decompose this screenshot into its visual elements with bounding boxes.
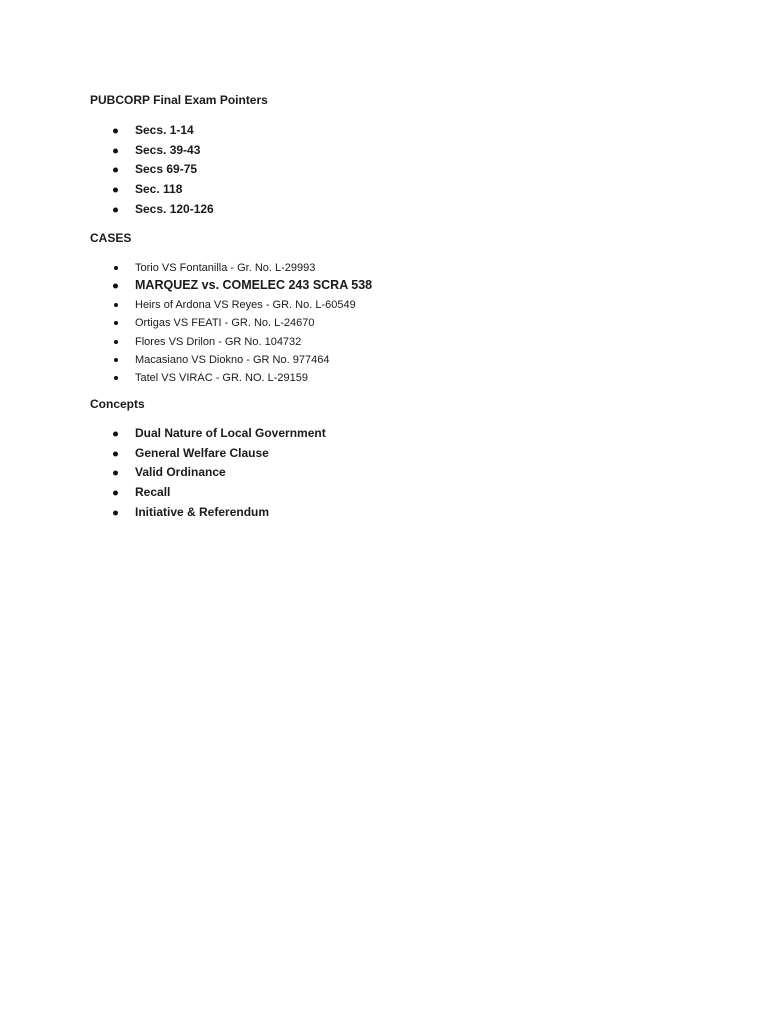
- list-item: [0, 503, 326, 523]
- list-item: [0, 180, 214, 200]
- document-title: PUBCORP Final Exam Pointers: [90, 93, 268, 107]
- bullet-icon: [113, 207, 118, 212]
- list-item: [0, 351, 372, 369]
- list-item-text: Secs. 1-14: [135, 123, 194, 137]
- list-item: [0, 200, 214, 220]
- bullet-icon: [114, 340, 118, 344]
- list-item: [0, 296, 372, 314]
- list-item: [0, 463, 326, 483]
- list-item-text: Torio VS Fontanilla - Gr. No. L-29993: [135, 262, 316, 274]
- list-item: [0, 483, 326, 503]
- list-item-text: Initiative & Referendum: [135, 504, 270, 519]
- bullet-icon: [113, 490, 118, 495]
- list-item-text: Secs. 120-126: [135, 201, 214, 216]
- list-item: [0, 369, 372, 387]
- list-item-text: Tatel VS VIRAC - GR. NO. L-29159: [135, 371, 309, 384]
- concepts-list: [0, 424, 326, 522]
- list-item: [0, 424, 326, 444]
- list-item-text: Sec. 118: [135, 182, 183, 197]
- list-item-text: Heirs of Ardona VS Reyes - GR. No. L-60549: [135, 299, 356, 312]
- list-item-text: Valid Ordinance: [135, 465, 226, 480]
- list-item: [0, 276, 372, 295]
- bullet-icon: [114, 303, 118, 307]
- list-item-text: Ortigas VS FEATI - GR. No. L-24670: [135, 317, 315, 330]
- list-item: [0, 121, 214, 141]
- list-item-text: Secs. 39-43: [135, 142, 201, 157]
- list-item: [0, 141, 214, 161]
- bullet-icon: [113, 148, 118, 153]
- list-item: [0, 259, 372, 277]
- bullet-icon: [113, 128, 118, 133]
- list-item: [0, 314, 372, 332]
- bullet-icon: [113, 471, 118, 476]
- cases-heading: CASES: [90, 231, 132, 245]
- bullet-icon: [114, 321, 118, 325]
- list-item-text: Dual Nature of Local Government: [135, 426, 326, 440]
- list-item-text: Macasiano VS Diokno - GR No. 977464: [135, 353, 330, 366]
- list-item: [0, 333, 372, 351]
- list-item-text: General Welfare Clause: [135, 445, 269, 460]
- bullet-icon: [114, 376, 118, 380]
- list-item-text: Secs 69-75: [135, 162, 198, 177]
- sections-list: [0, 121, 214, 219]
- list-item-text: Flores VS Drilon - GR No. 104732: [135, 335, 302, 348]
- bullet-icon: [114, 266, 118, 270]
- list-item: [0, 160, 214, 180]
- bullet-icon: [113, 451, 118, 456]
- bullet-icon: [113, 187, 118, 192]
- cases-list: [0, 259, 372, 387]
- list-item-text: MARQUEZ vs. COMELEC 243 SCRA 538: [135, 278, 373, 293]
- concepts-heading: Concepts: [90, 397, 145, 411]
- bullet-icon: [113, 283, 118, 288]
- list-item-text: Recall: [135, 485, 171, 500]
- bullet-icon: [113, 168, 118, 173]
- bullet-icon: [114, 358, 118, 362]
- bullet-icon: [113, 510, 118, 515]
- bullet-icon: [113, 431, 118, 436]
- list-item: [0, 444, 326, 464]
